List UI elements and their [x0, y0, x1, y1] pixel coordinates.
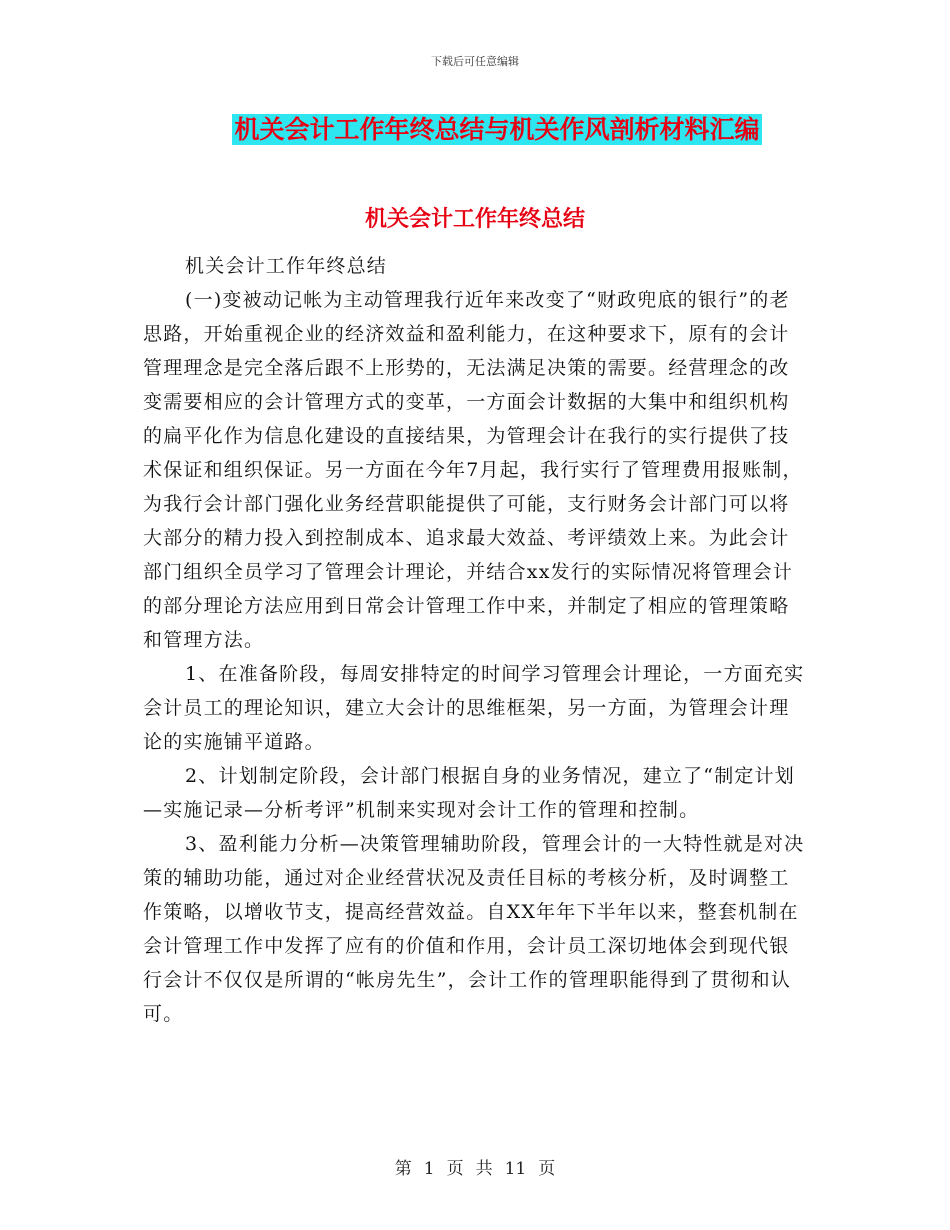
paragraph-4: 3、盈利能力分析—决策管理辅助阶段，管理会计的一大特性就是对决策的辅助功能，通过对企业经营状况及责任目标的考核分析，及时调整工作策略，以增收节支，提高经营效益。自XX年年下半年以来，整套机制在会计管理工作中发挥了应有的价值和作用，会计员工深切地体会到现代银行会计不仅仅是所谓的“帐房先生”，会计工作的管理职能得到了贯彻和认可。: [143, 833, 805, 1025]
page-current: 1: [423, 1159, 435, 1179]
paragraph-heading: 机关会计工作年终总结: [185, 255, 388, 277]
page-prefix: 第: [394, 1159, 412, 1179]
main-title: 机关会计工作年终总结与机关作风剖析材料汇编: [234, 115, 760, 144]
page-total-prefix: 共: [475, 1159, 493, 1179]
paragraph-3: 2、计划制定阶段，会计部门根据自身的业务情况，建立了“制定计划—实施记录—分析考评”机制来实现对会计工作的管理和控制。: [143, 765, 796, 821]
paragraph-2: 1、在准备阶段，每周安排特定的时间学习管理会计理论，一方面充实会计员工的理论知识，建立大会计的思维框架，另一方面，为管理会计理论的实施铺平道路。: [143, 663, 805, 753]
page-suffix: 页: [538, 1159, 556, 1179]
page-total: 11: [504, 1159, 527, 1179]
paragraph-1: (一)变被动记帐为主动管理我行近年来改变了“财政兜底的银行”的老思路，开始重视企业的经济效益和盈利能力，在这种要求下，原有的会计管理理念是完全落后跟不上形势的，无法满足决策的需要。经营理念的改变需要相应的会计管理方式的变革，一方面会计数据的大集中和组织机构的扁平化作为信息化建设的直接结果，为管理会计在我行的实行提供了技术保证和组织保证。另一方面在今年7月起，我行实行了管理费用报账制，为我行会计部门强化业务经营职能提供了可能，支行财务会计部门可以将大部分的精力投入到控制成本、追求最大效益、考评绩效上来。为此会计部门组织全员学习了管理会计理论，并结合xx发行的实际情况将管理会计的部分理论方法应用到日常会计管理工作中来，并制定了相应的管理策略和管理方法。: [143, 289, 803, 651]
document-body: [143, 249, 809, 1031]
header-note: 下载后可任意编辑: [431, 55, 519, 68]
page-footer: [0, 1154, 950, 1179]
section-title: 机关会计工作年终总结: [364, 207, 585, 232]
main-title-wrap: [0, 114, 950, 145]
page-mid: 页: [446, 1159, 464, 1179]
